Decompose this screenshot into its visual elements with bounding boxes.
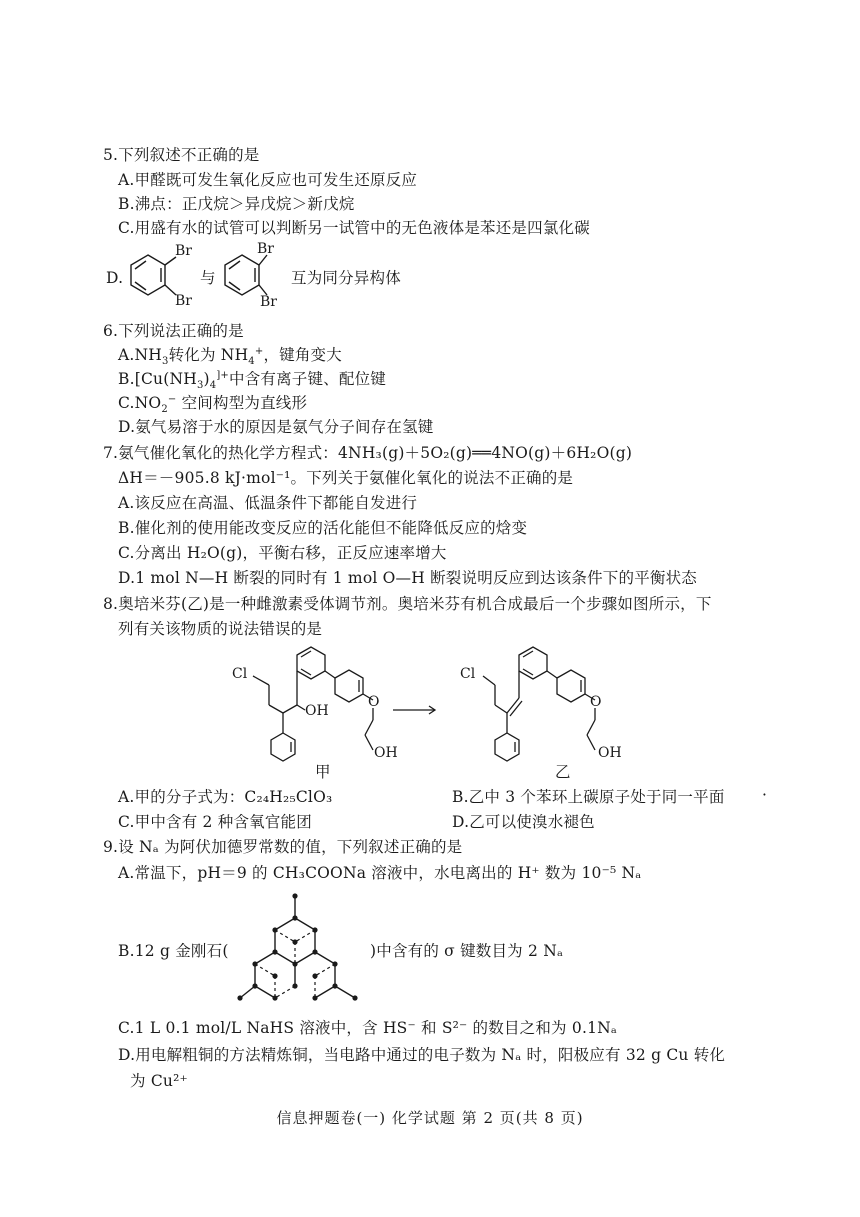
q9-option-d: D.用电解粗铜的方法精炼铜，当电路中通过的电子数为 Nₐ 时，阳极应有 32 g Cu 转化 — [118, 1046, 726, 1064]
q6-option-d: D.氨气易溶于水的原因是氨气分子间存在氢键 — [118, 418, 434, 436]
compound-yi-label: 乙 — [555, 763, 571, 781]
q8-option-d: D.乙可以使溴水褪色 — [452, 813, 595, 831]
q9-option-d-line2: 为 Cu²⁺ — [130, 1072, 188, 1090]
q6-option-a — [118, 345, 342, 368]
q8-stem-line2: 列有关该物质的说法错误的是 — [118, 620, 323, 638]
reaction-scheme — [225, 640, 635, 770]
q5-option-d-with: 与 — [200, 269, 216, 287]
ether-oxygen-label: O — [590, 694, 602, 710]
bromine-label: Br — [175, 293, 192, 309]
q7-option-d: D.1 mol N—H 断裂的同时有 1 mol O—H 断裂说明反应到达该条件下的平衡状态 — [118, 569, 697, 587]
q6-b-mid: ) — [203, 370, 210, 388]
q8-option-a: A.甲的分子式为：C₂₄H₂₅ClO₃ — [118, 788, 333, 806]
bromine-label: Br — [257, 241, 274, 257]
q6-a-sub: 3 — [162, 356, 169, 368]
q8-option-b: B.乙中 3 个苯环上碳原子处于同一平面 — [452, 788, 725, 806]
q8-option-c: C.甲中含有 2 种含氧官能团 — [118, 813, 312, 831]
q6-c-post: 空间构型为直线形 — [181, 394, 308, 412]
q5-option-d-text: 互为同分异构体 — [291, 269, 401, 287]
q6-c-pre: C.NO — [118, 394, 162, 412]
chlorine-label: Cl — [232, 666, 248, 682]
q5-option-d-label: D. — [106, 269, 124, 287]
q6-option-b — [118, 369, 387, 392]
q9-stem: 9.设 Nₐ 为阿伏加德罗常数的值，下列叙述正确的是 — [103, 838, 463, 856]
q7-stem: 7.氨气催化氧化的热化学方程式：4NH₃(g)＋5O₂(g)══4NO(g)＋6H₂O(g) — [103, 444, 633, 462]
q9-option-b-pre: B.12 g 金刚石( — [118, 942, 229, 960]
bromine-label: Br — [260, 294, 277, 310]
q6-option-c — [118, 393, 308, 416]
q5-stem: 5.下列叙述不正确的是 — [103, 146, 260, 164]
q6-c-sup: − — [167, 393, 177, 405]
q7-option-b: B.催化剂的使用能改变反应的活化能但不能降低反应的焓变 — [118, 519, 528, 537]
ether-oxygen-label: O — [368, 694, 380, 710]
q7-delta-h: ΔH＝－905.8 kJ·mol⁻¹。下列关于氨催化氧化的说法不正确的是 — [118, 469, 574, 487]
q5-option-c: C.用盛有水的试管可以判断另一试管中的无色液体是苯还是四氯化碳 — [118, 219, 590, 237]
q7-option-a: A.该反应在高温、低温条件下都能自发进行 — [118, 494, 418, 512]
chlorine-label: Cl — [460, 666, 476, 682]
q6-b-pre: B.[Cu(NH — [118, 370, 197, 388]
q9-option-c: C.1 L 0.1 mol/L NaHS 溶液中，含 HS⁻ 和 S²⁻ 的数目之和为 0.1Nₐ — [118, 1019, 618, 1037]
q6-stem: 6.下列说法正确的是 — [103, 322, 244, 340]
q9-option-b-post: )中含有的 σ 键数目为 2 Nₐ — [370, 942, 564, 960]
q7-option-c: C.分离出 H₂O(g)，平衡右移，正反应速率增大 — [118, 544, 447, 562]
q6-a-sup: + — [254, 345, 264, 357]
diamond-lattice-diagram — [235, 888, 365, 1008]
hydroxyl-label: OH — [305, 703, 329, 719]
q6-c-sub: 2 — [161, 404, 168, 416]
bromine-label: Br — [175, 243, 192, 259]
q5-option-a: A.甲醛既可发生氧化反应也可发生还原反应 — [118, 171, 418, 189]
q9-option-a: A.常温下，pH＝9 的 CH₃COONa 溶液中，水电离出的 H⁺ 数为 10⁻⁵ Nₐ — [118, 864, 642, 882]
q8-stem: 8.奥培米芬(乙)是一种雌激素受体调节剂。奥培米芬有机合成最后一个步骤如图所示，下 — [103, 595, 712, 613]
q6-b-sub: 3 — [196, 380, 204, 392]
stray-mark: · — [762, 786, 768, 804]
hydroxyl-label: OH — [374, 745, 398, 761]
q6-a-pre: A.NH — [118, 346, 163, 364]
q6-a-mid: 转化为 NH — [168, 346, 249, 364]
compound-jia-label: 甲 — [315, 763, 331, 781]
q6-a-post: ，键角变大 — [263, 346, 342, 364]
q6-b-sub2: 4 — [209, 380, 217, 392]
q5-option-b: B.沸点：正戊烷＞异戊烷＞新戊烷 — [118, 195, 355, 213]
hydroxyl-label: OH — [598, 745, 622, 761]
q6-b-post: 中含有离子键、配位键 — [229, 370, 387, 388]
page-footer: 信息押题卷(一) 化学试题 第 2 页(共 8 页) — [276, 1109, 584, 1127]
q6-b-sup: ]+ — [216, 369, 229, 381]
q6-a-sub2: 4 — [248, 356, 255, 368]
chain-bond — [253, 676, 269, 685]
